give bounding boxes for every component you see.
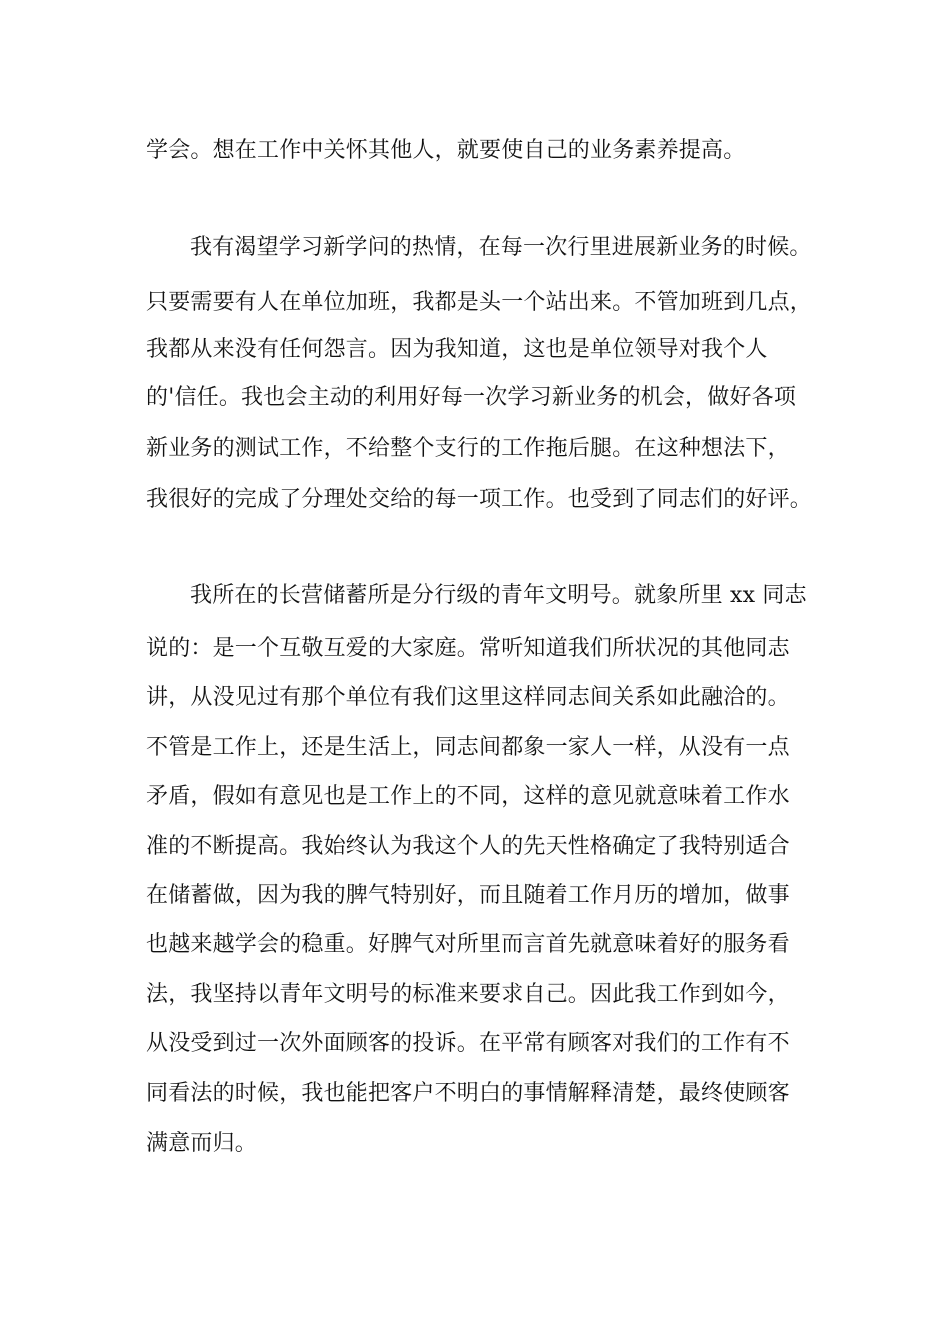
paragraph-line: 我有渴望学习新学问的热情，在每一次行里进展新业务的时候。	[190, 235, 812, 260]
paragraph-line: 说的：是一个互敬互爱的大家庭。常听知道我们所状况的其他同志	[146, 636, 790, 661]
paragraph-line: 我很好的完成了分理处交给的每一项工作。也受到了同志们的好评。	[146, 487, 813, 512]
paragraph-line: 学会。想在工作中关怀其他人，就要使自己的业务素养提高。	[146, 138, 746, 163]
paragraph-line: 我所在的长营储蓄所是分行级的青年文明号。就象所里 xx 同志	[190, 583, 807, 608]
paragraph-line: 从没受到过一次外面顾客的投诉。在平常有顾客对我们的工作有不	[146, 1031, 790, 1056]
paragraph-line: 同看法的时候，我也能把客户不明白的事情解释清楚，最终使顾客	[146, 1081, 790, 1106]
paragraph-line: 不管是工作上，还是生活上，同志间都象一家人一样，从没有一点	[146, 735, 790, 760]
paragraph-line: 讲，从没见过有那个单位有我们这里这样同志间关系如此融洽的。	[146, 685, 790, 710]
paragraph-line: 新业务的测试工作，不给整个支行的工作拖后腿。在这种想法下，	[146, 436, 790, 461]
paragraph-line: 的'信任。我也会主动的利用好每一次学习新业务的机会，做好各项	[146, 385, 797, 410]
paragraph-line: 只要需要有人在单位加班，我都是头一个站出来。不管加班到几点，	[146, 290, 813, 315]
paragraph-line: 法，我坚持以青年文明号的标准来要求自己。因此我工作到如今，	[146, 982, 790, 1007]
paragraph-line: 满意而归。	[146, 1131, 258, 1156]
paragraph-line: 准的不断提高。我始终认为我这个人的先天性格确定了我特别适合	[146, 834, 790, 859]
paragraph-line: 矛盾，假如有意见也是工作上的不同，这样的意见就意味着工作水	[146, 784, 790, 809]
paragraph-line: 也越来越学会的稳重。好脾气对所里而言首先就意味着好的服务看	[146, 932, 790, 957]
paragraph-line: 我都从来没有任何怨言。因为我知道，这也是单位领导对我个人	[146, 337, 768, 362]
paragraph-line: 在储蓄做，因为我的脾气特别好，而且随着工作月历的增加，做事	[146, 883, 790, 908]
